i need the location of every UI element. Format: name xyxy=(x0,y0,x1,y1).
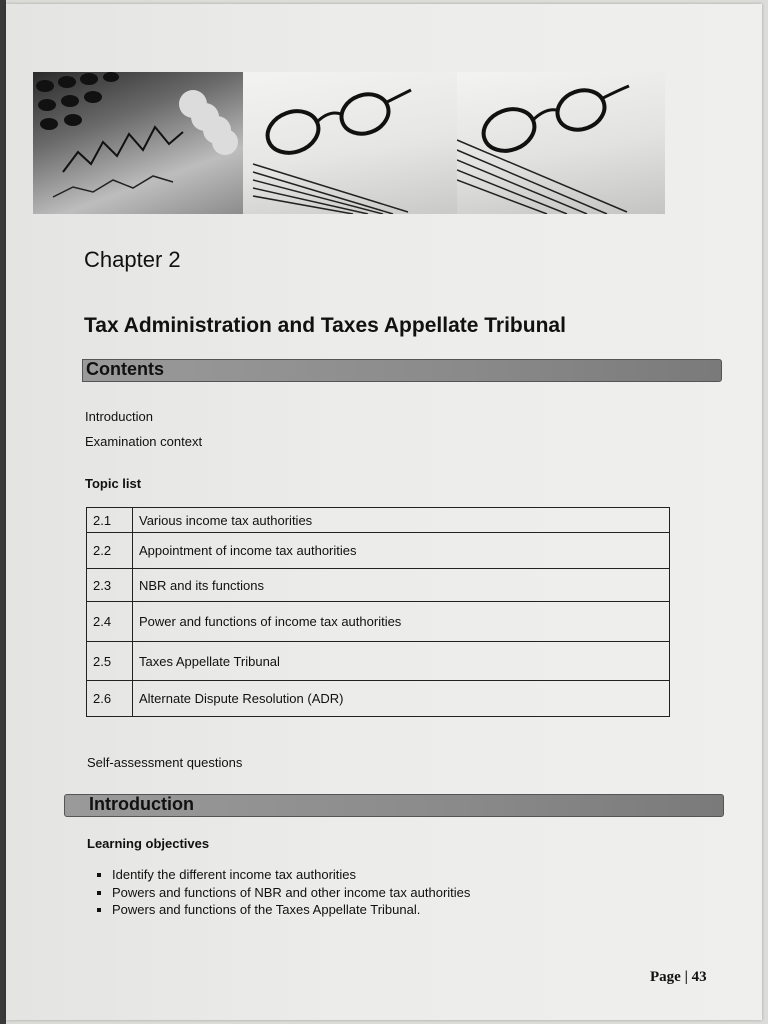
contents-heading: Contents xyxy=(86,359,164,379)
topic-label: Alternate Dispute Resolution (ADR) xyxy=(133,681,670,717)
eyeglasses-on-papers-photo xyxy=(457,72,665,214)
topic-label: Power and functions of income tax authorities xyxy=(133,602,670,642)
contents-examination-context: Examination context xyxy=(85,434,203,449)
learning-objectives-list xyxy=(92,866,470,919)
topic-label: Taxes Appellate Tribunal xyxy=(133,642,670,681)
self-assessment-questions: Self-assessment questions xyxy=(87,755,243,770)
table-row xyxy=(87,508,670,533)
page-number: Page | 43 xyxy=(650,969,707,985)
topic-number: 2.2 xyxy=(87,533,133,569)
introduction-heading-bar xyxy=(64,794,724,817)
topic-number: 2.3 xyxy=(87,569,133,602)
table-row xyxy=(87,642,670,681)
topic-list-table xyxy=(86,507,670,717)
list-item: ▪ Powers and functions of the Taxes Appellate Tribunal. xyxy=(112,901,470,919)
list-item: ▪ Identify the different income tax authorities xyxy=(112,866,470,884)
learning-objectives-label: Learning objectives xyxy=(87,836,210,851)
contents-introduction: Introduction xyxy=(85,409,153,424)
contents-heading-bar xyxy=(82,359,722,382)
eyeglasses-on-papers-photo xyxy=(243,72,457,214)
chapter-label: Chapter 2 xyxy=(84,247,181,272)
eyeglasses-illustration xyxy=(243,72,457,214)
topic-label: Appointment of income tax authorities xyxy=(133,533,670,569)
topic-number: 2.1 xyxy=(87,508,133,533)
list-item: ▪ Powers and functions of NBR and other income tax authorities xyxy=(112,884,470,902)
finance-calculator-chart-photo xyxy=(33,72,243,214)
topic-number: 2.4 xyxy=(87,602,133,642)
topic-label: NBR and its functions xyxy=(133,569,670,602)
table-row xyxy=(87,602,670,642)
table-row xyxy=(87,681,670,717)
topic-label: Various income tax authorities xyxy=(133,508,670,533)
topic-number: 2.6 xyxy=(87,681,133,717)
page-title: Tax Administration and Taxes Appellate Tribunal xyxy=(84,314,566,337)
topic-number: 2.5 xyxy=(87,642,133,681)
calculator-chart-illustration xyxy=(33,72,243,214)
table-row xyxy=(87,569,670,602)
table-row xyxy=(87,533,670,569)
eyeglasses-illustration xyxy=(457,72,665,214)
introduction-heading: Introduction xyxy=(89,794,194,814)
topic-list-label: Topic list xyxy=(85,476,142,491)
chapter-banner xyxy=(33,72,665,214)
